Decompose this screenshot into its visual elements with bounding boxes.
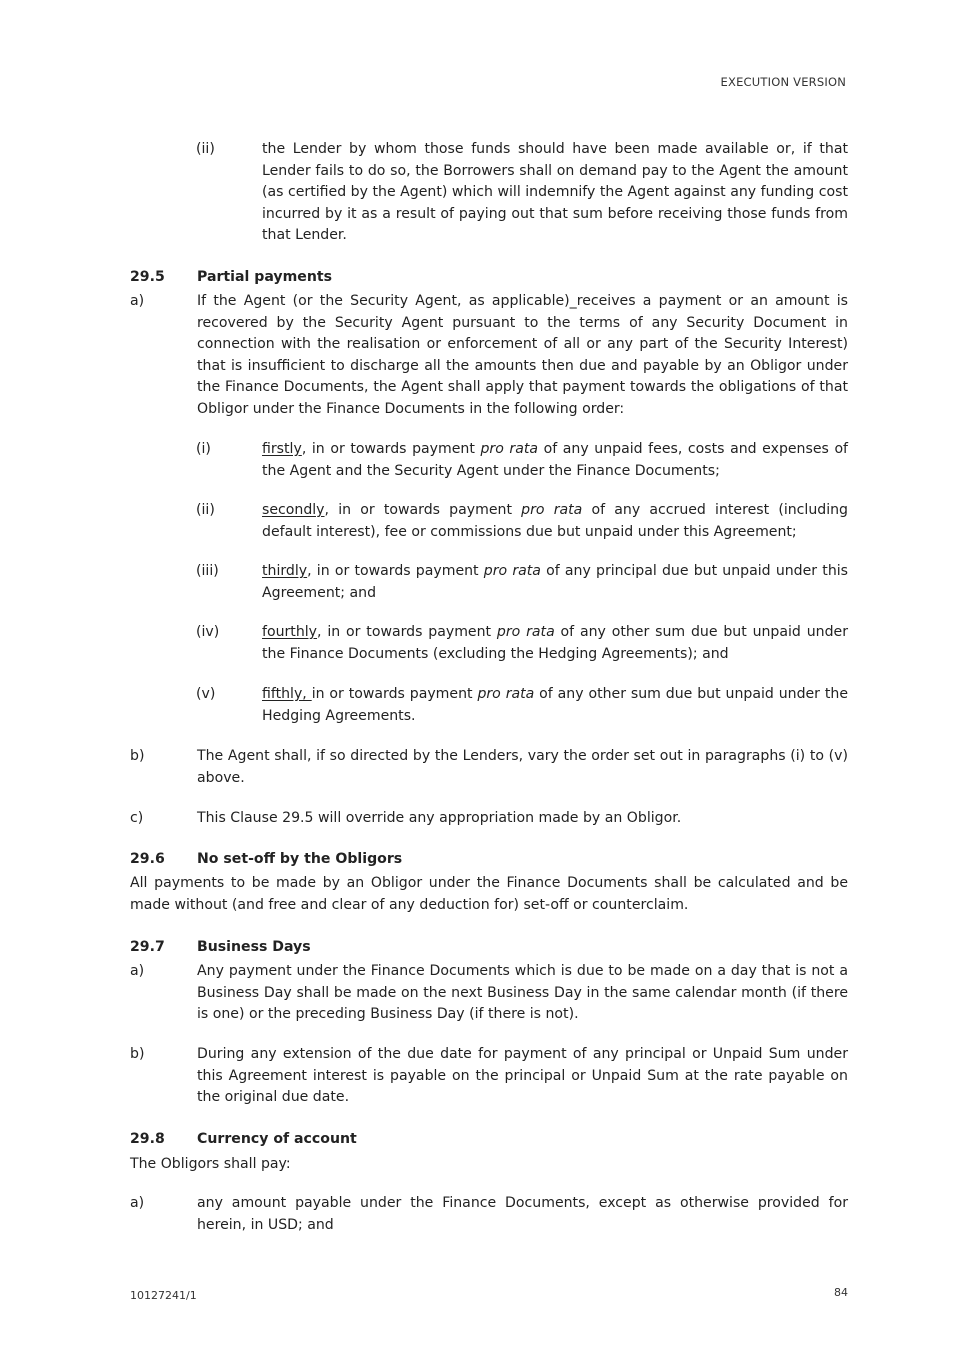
item-number: (iii) bbox=[196, 563, 219, 579]
section-heading-29-7 bbox=[130, 937, 848, 959]
footer-page-number: 84 bbox=[834, 1286, 848, 1299]
section-number: 29.5 bbox=[130, 269, 165, 285]
item-text-pre: , in or towards payment bbox=[324, 502, 522, 518]
clause-text: If the Agent (or the Security Agent, as applicable)_receives a payment or an amount is recovered by the Security Agent pursuant to the terms of any Security Document in connection with the realisation or enforcement of all or any part of the Security Interest) that is insufficient to discharge all the amounts then due and payable by an Obligor under the Finance Documents, the Agent shall apply that payment towards the obligations of that Obligor under the Finance Documents in the following order: bbox=[197, 293, 848, 417]
item-text bbox=[262, 561, 848, 604]
item-emphasis: pro rata bbox=[477, 686, 535, 702]
item-lead-word: thirdly bbox=[262, 563, 308, 579]
clause-29-7-a bbox=[130, 961, 848, 1026]
list-item-iv bbox=[196, 622, 848, 665]
item-emphasis: pro rata bbox=[521, 502, 583, 518]
clause-text: any amount payable under the Finance Documents, except as otherwise provided for herein, in USD; and bbox=[197, 1195, 848, 1233]
paragraph-number: (ii) bbox=[196, 141, 215, 157]
section-title: Currency of account bbox=[197, 1131, 357, 1147]
paragraph-text: the Lender by whom those funds should have been made available or, if that Lender fails to do so, the Borrowers shall on demand pay to the Agent the amount (as certified by the Agent) which will indemnify the Agent against any funding cost incurred by it as a result of paying out that sum before receiving those funds from that Lender. bbox=[262, 141, 848, 243]
list-item-v bbox=[196, 684, 848, 727]
section-title: No set-off by the Obligors bbox=[197, 851, 403, 867]
section-29-8-intro: The Obligors shall pay: bbox=[130, 1156, 291, 1172]
clause-letter: b) bbox=[130, 1046, 145, 1062]
clause-letter: c) bbox=[130, 810, 144, 826]
item-number: (ii) bbox=[196, 502, 215, 518]
item-text bbox=[262, 500, 848, 543]
section-heading-29-8 bbox=[130, 1129, 848, 1151]
item-text bbox=[262, 622, 848, 665]
header-version-label: EXECUTION VERSION bbox=[720, 75, 846, 89]
clause-text: During any extension of the due date for payment of any principal or Unpaid Sum under this Agreement interest is payable on the principal or Unpaid Sum at the rate payable on the original due date. bbox=[197, 1046, 848, 1105]
item-text-post: of any principal due but unpaid under this Agreement; and bbox=[262, 563, 849, 601]
item-lead-word: firstly bbox=[262, 441, 302, 457]
list-item-iii bbox=[196, 561, 848, 604]
section-number: 29.6 bbox=[130, 851, 165, 867]
item-text-post: of any other sum due but unpaid under the Hedging Agreements. bbox=[262, 686, 848, 724]
carry-over-paragraph bbox=[196, 139, 848, 247]
item-number: (i) bbox=[196, 441, 211, 457]
clause-29-7-b bbox=[130, 1044, 848, 1109]
item-text-post: of any unpaid fees, costs and expenses of the Agent and the Security Agent under the Finance Documents; bbox=[262, 441, 849, 479]
item-lead-word: secondly bbox=[262, 502, 325, 518]
item-lead-word: fifthly, bbox=[262, 686, 312, 702]
section-number: 29.8 bbox=[130, 1131, 165, 1147]
clause-letter: a) bbox=[130, 293, 145, 309]
item-text-pre: , in or towards payment bbox=[301, 441, 481, 457]
item-lead-word: fourthly bbox=[262, 624, 318, 640]
list-item-i bbox=[196, 439, 848, 482]
clause-letter: a) bbox=[130, 1195, 145, 1211]
item-emphasis: pro rata bbox=[480, 441, 539, 457]
section-title: Business Days bbox=[197, 939, 311, 955]
item-text-post: of any accrued interest (including default interest), fee or commissions due but unpaid under this Agreement; bbox=[262, 502, 849, 540]
item-number: (iv) bbox=[196, 624, 220, 640]
section-heading-29-5 bbox=[130, 267, 848, 289]
clause-29-8-a bbox=[130, 1193, 848, 1236]
item-text-pre: , in or towards payment bbox=[317, 624, 497, 640]
clause-text: The Agent shall, if so directed by the Lenders, vary the order set out in paragraphs (i) to (v) above. bbox=[197, 748, 848, 786]
clause-letter: b) bbox=[130, 748, 145, 764]
item-text bbox=[262, 684, 848, 727]
item-text bbox=[262, 439, 848, 482]
item-number: (v) bbox=[196, 686, 216, 702]
item-text-post: of any other sum due but unpaid under the Finance Documents (excluding the Hedging Agreements); and bbox=[262, 624, 848, 662]
clause-29-5-b bbox=[130, 746, 848, 789]
section-heading-29-6 bbox=[130, 849, 848, 871]
item-text-pre: , in or towards payment bbox=[307, 563, 484, 579]
clause-29-5-a bbox=[130, 291, 848, 420]
footer-document-reference: 10127241/1 bbox=[130, 1289, 197, 1302]
item-emphasis: pro rata bbox=[496, 624, 555, 640]
clause-letter: a) bbox=[130, 963, 145, 979]
section-title: Partial payments bbox=[197, 269, 332, 285]
clause-29-5-c bbox=[130, 808, 848, 830]
item-emphasis: pro rata bbox=[483, 563, 541, 579]
clause-text: This Clause 29.5 will override any appropriation made by an Obligor. bbox=[197, 810, 682, 826]
section-29-6-text: All payments to be made by an Obligor under the Finance Documents shall be calculated and be made without (and free and clear of any deduction for) set-off or counterclaim. bbox=[130, 875, 848, 913]
section-number: 29.7 bbox=[130, 939, 165, 955]
item-text-pre: in or towards payment bbox=[311, 686, 478, 702]
clause-text: Any payment under the Finance Documents which is due to be made on a day that is not a Business Day shall be made on the next Business Day in the same calendar month (if there is one) or the preceding Business Day (if there is not). bbox=[197, 963, 848, 1022]
list-item-ii bbox=[196, 500, 848, 543]
